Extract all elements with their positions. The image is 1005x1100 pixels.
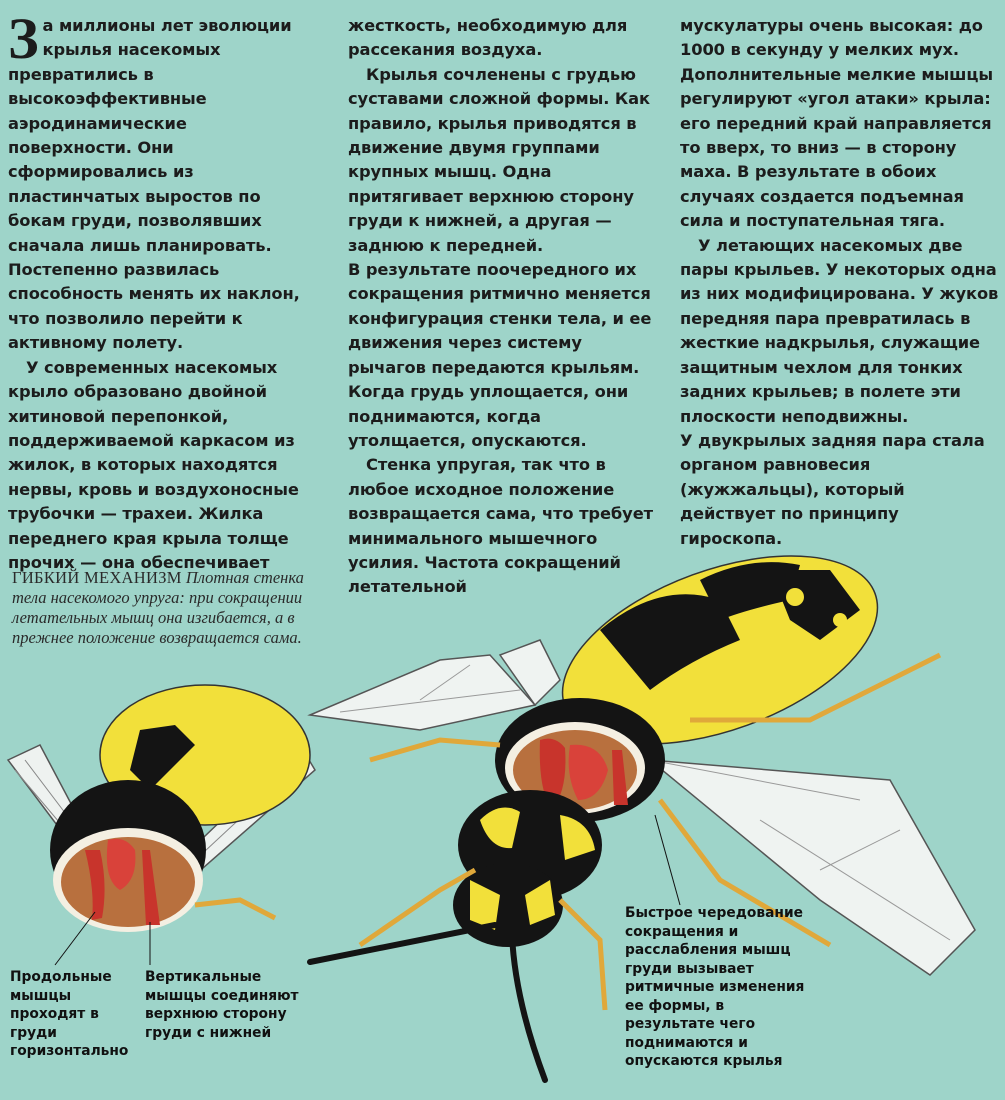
- paragraph: У двукрылых задняя пара стала органом равновесия (жужжальцы), который действует по принципу гироскопа.: [680, 430, 985, 548]
- abdomen-spot: [833, 613, 847, 627]
- drop-cap: З: [8, 6, 39, 71]
- abdomen-spot: [786, 588, 804, 606]
- caption-title: ГИБКИЙ МЕХАНИЗМ: [12, 568, 182, 587]
- label-muscle-alternation: Быстрое чередование сокращения и расслабления мышц груди вызывает ритмичные изменения ее формы, в результате чего поднимаются и опускаются крылья: [625, 905, 805, 1069]
- paragraph: За миллионы лет эволюции крылья насекомых превратились в высокоэффективные аэродинамические поверхности. Они сформировались из пластинчатых выростов по бокам груди, позволявших сначала лишь планировать. Постепенно развилась способность менять их наклон, что позволило перейти к активному полету.: [8, 6, 300, 353]
- paragraph: В результате поочередного их сокращения ритмично меняется конфигурация стенки тела, и ее движения через систему рычагов передаются крыльям. Когда грудь уплощается, они поднимаются, когда утолщается, опускаются.: [348, 260, 652, 450]
- paragraph: мускулатуры очень высокая: до 1000 в секунду у мелких мух. Дополнительные мелкие мышцы регулируют «угол атаки» крыла: его передний край направляется то вверх, то вниз — в сторону маха. В результате в обоих случаях создается подъемная сила и поступательная тяга.: [680, 16, 993, 231]
- caption-text: Плотная стенка тела насекомого упруга: при сокращении летательных мышц она изгибается, а в прежнее положение возвращается сама.: [12, 568, 304, 647]
- leader-line: [55, 912, 95, 965]
- paragraph: жесткость, необходимую для рассекания воздуха.: [348, 16, 628, 60]
- paragraph: Крылья сочленены с грудью суставами сложной формы. Как правило, крылья приводятся в движение двумя группами крупных мышц. Одна притягивает верхнюю сторону груди к нижней, а другая — заднюю к передней.: [348, 64, 650, 255]
- label-longitudinal-muscles: Продольные мышцы проходят в груди горизонтально: [10, 969, 129, 1059]
- figure-caption: [12, 568, 322, 648]
- label-vertical-muscles: Вертикальные мышцы соединяют верхнюю сторону груди с нижней: [145, 969, 299, 1041]
- antenna: [310, 925, 495, 962]
- paragraph: У летающих насекомых две пары крыльев. У некоторых одна из них модифицирована. У жуков передняя пара превратилась в жесткие надкрылья, служащие защитным чехлом для тонких задних крыльев; в полете эти плоскости неподвижны.: [680, 235, 999, 426]
- thorax-section-diagram: [8, 685, 315, 965]
- leg: [370, 740, 500, 760]
- paragraph: У современных насекомых крыло образовано двойной хитиновой перепонкой, поддерживаемой каркасом из жилок, в которых находятся нервы, кровь и воздухоносные трубочки — трахеи. Жилка переднего края крыла толще прочих — она обеспечивает: [8, 357, 299, 572]
- paragraph: Стенка упругая, так что в любое исходное положение возвращается сама, что требует минимального мышечного усилия. Частота сокращений летательной: [348, 455, 653, 597]
- antenna: [512, 935, 545, 1080]
- leg: [560, 900, 605, 1010]
- leg: [195, 900, 275, 918]
- leader-line: [655, 815, 680, 905]
